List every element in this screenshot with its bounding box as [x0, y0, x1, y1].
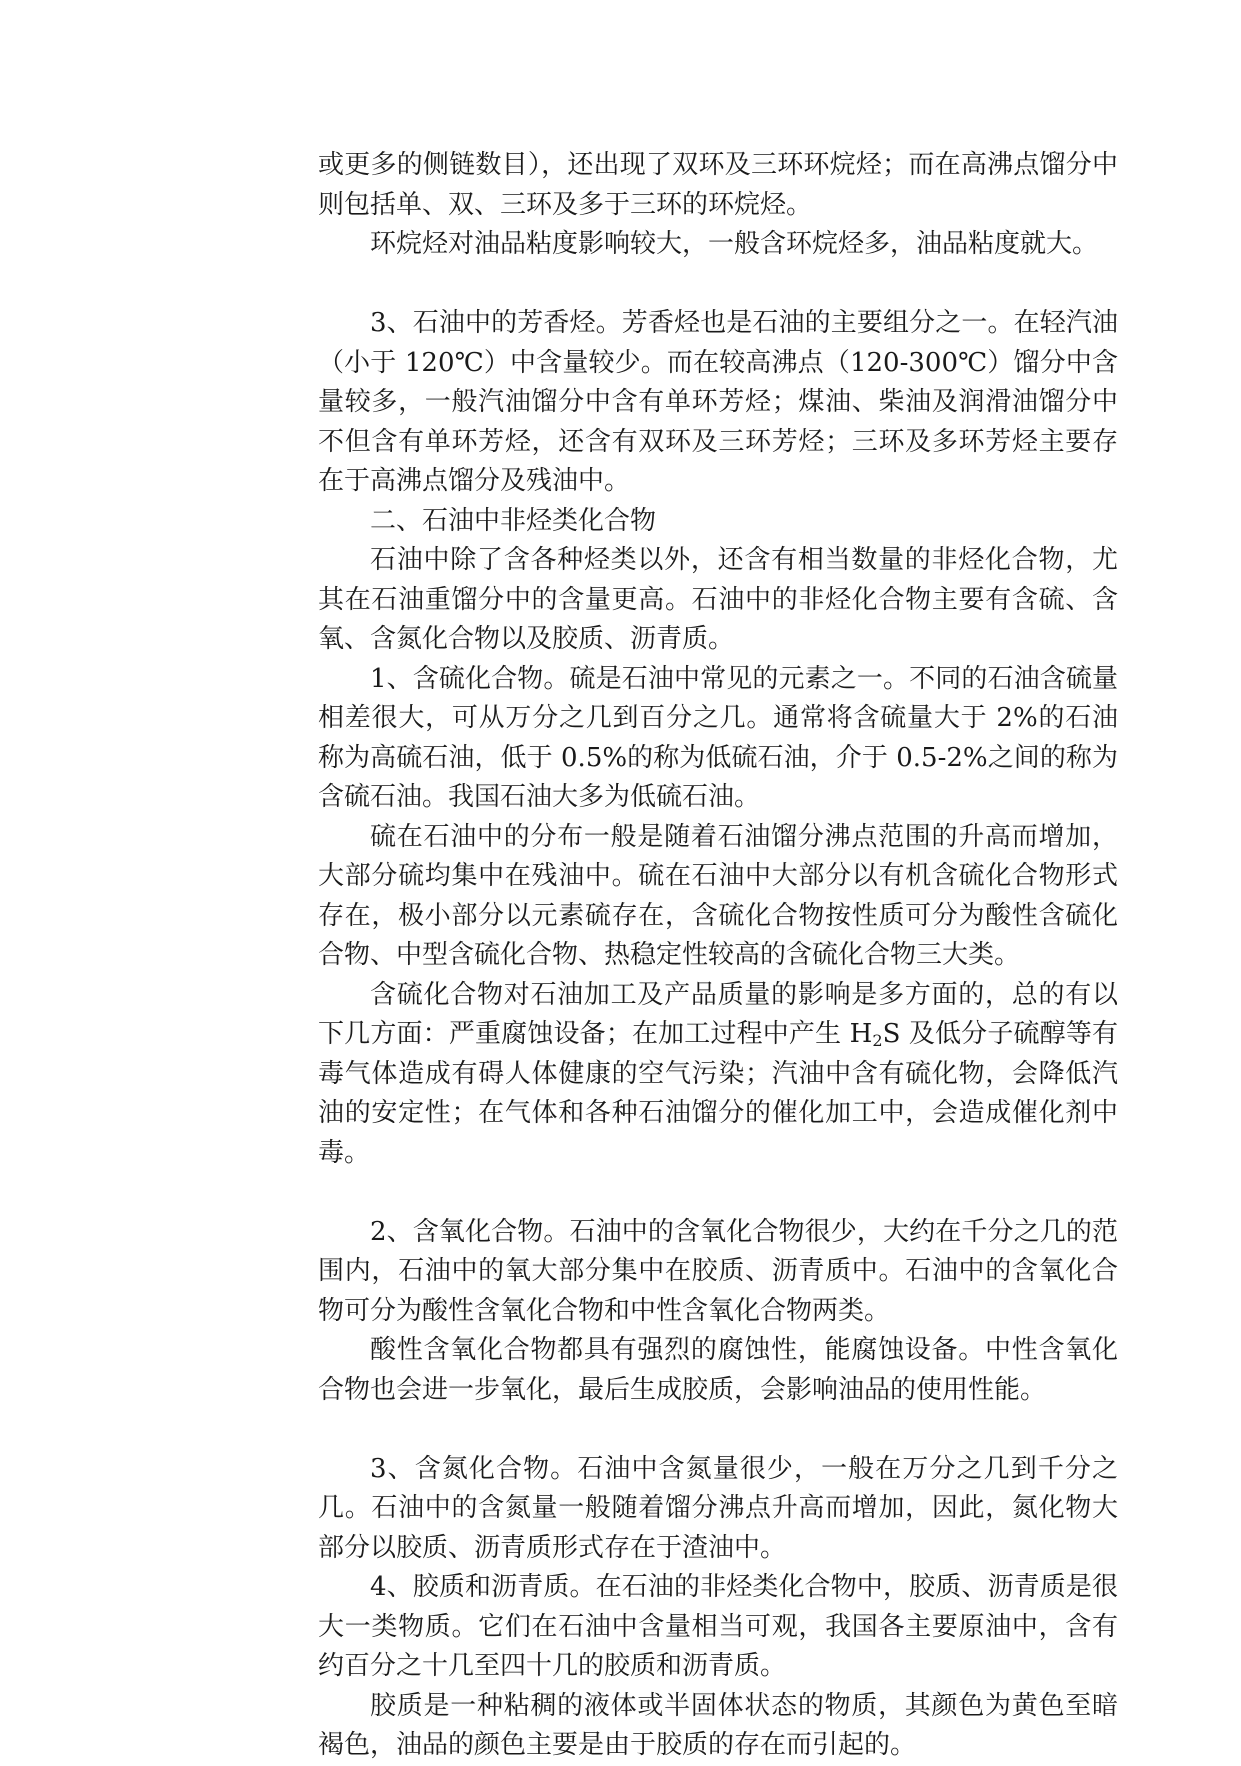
paragraph-oxygen-compounds: 2、含氧化合物。石油中的含氧化合物很少，大约在千分之几的范围内，石油中的氧大部分集中在胶质、沥青质中。石油中的含氧化合物可分为酸性含氧化合物和中性含氧化合物两类。 — [318, 1216, 1118, 1326]
sulfur-effects-text-after: S 及低分子硫醇等有毒气体造成有碍人体健康的空气污染；汽油中含有硫化物，会降低汽油的安定性；在气体和各种石油馏分的催化加工中，会造成催化剂中毒。 — [318, 1019, 1118, 1168]
paragraph-gap — [318, 1173, 1118, 1213]
h2s-subscript: 2 — [872, 1031, 883, 1051]
paragraph-resins-description: 胶质是一种粘稠的液体或半固体状态的物质，其颜色为黄色至暗褐色，油品的颜色主要是由于胶质的存在而引起的。 — [318, 1690, 1118, 1760]
paragraph-resins-asphaltenes: 4、胶质和沥青质。在石油的非烃类化合物中，胶质、沥青质是很大一类物质。它们在石油中含量相当可观，我国各主要原油中，含有约百分之十几至四十几的胶质和沥青质。 — [318, 1572, 1118, 1681]
paragraph-gap — [318, 265, 1118, 305]
paragraph-naphthene-continuation: 或更多的侧链数目），还出现了双环及三环环烷烃；而在高沸点馏分中则包括单、双、三环及多于三环的环烷烃。 — [318, 150, 1118, 220]
paragraph-naphthene-viscosity: 环烷烃对油品粘度影响较大，一般含环烷烃多，油品粘度就大。 — [370, 229, 1099, 259]
paragraph-gap — [318, 1410, 1118, 1450]
paragraph-non-hydrocarbons-intro: 石油中除了含各种烃类以外，还含有相当数量的非烃化合物，尤其在石油重馏分中的含量更高。石油中的非烃化合物主要有含硫、含氧、含氮化合物以及胶质、沥青质。 — [318, 545, 1118, 654]
paragraph-nitrogen-compounds: 3、含氮化合物。石油中含氮量很少，一般在万分之几到千分之几。石油中的含氮量一般随着馏分沸点升高而增加，因此，氮化物大部分以胶质、沥青质形式存在于渣油中。 — [318, 1453, 1118, 1563]
section-heading-non-hydrocarbons: 二、石油中非烃类化合物 — [370, 505, 657, 536]
paragraph-sulfur-effects — [318, 976, 1118, 1174]
paragraph-sulfur-distribution: 硫在石油中的分布一般是随着石油馏分沸点范围的升高而增加，大部分硫均集中在残油中。硫在石油中大部分以有机含硫化合物形式存在，极小部分以元素硫存在，含硫化合物按性质可分为酸性含硫化合物、中型含硫化合物、热稳定性较高的含硫化合物三大类。 — [318, 821, 1118, 970]
document-body — [318, 146, 1118, 1766]
paragraph-sulfur-compounds: 1、含硫化合物。硫是石油中常见的元素之一。不同的石油含硫量相差很大，可从万分之几到百分之几。通常将含硫量大于 2%的石油称为高硫石油，低于 0.5%的称为低硫石油，介于 0.5-2%之间的称为含硫石油。我国石油大多为低硫石油。 — [318, 663, 1118, 812]
sulfur-effects-text-before: 含硫化合物对石油加工及产品质量的影响是多方面的，总的有以下几方面：严重腐蚀设备；在加工过程中产生 H — [318, 979, 1118, 1049]
paragraph-aromatics: 3、石油中的芳香烃。芳香烃也是石油的主要组分之一。在轻汽油（小于 120℃）中含量较少。而在较高沸点（120-300℃）馏分中含量较多，一般汽油馏分中含有单环芳烃；煤油、柴油及润滑油馏分中不但含有单环芳烃，还含有双环及三环芳烃；三环及多环芳烃主要存在于高沸点馏分及残油中。 — [318, 308, 1118, 496]
paragraph-oxygen-acidic: 酸性含氧化合物都具有强烈的腐蚀性，能腐蚀设备。中性含氧化合物也会进一步氧化，最后生成胶质，会影响油品的使用性能。 — [318, 1335, 1118, 1405]
